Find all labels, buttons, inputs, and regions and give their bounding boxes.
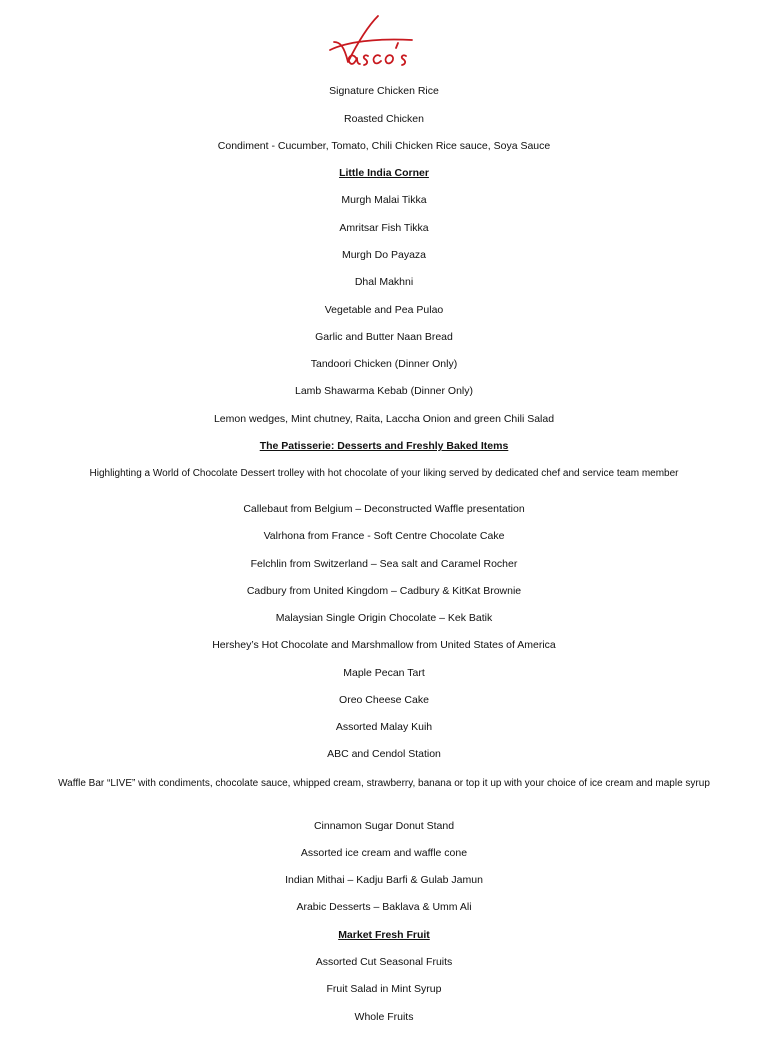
menu-item: Tandoori Chicken (Dinner Only) <box>310 358 458 370</box>
menu-item: Assorted Cut Seasonal Fruits <box>315 956 453 968</box>
menu-item: Malaysian Single Origin Chocolate – Kek Batik <box>275 612 493 624</box>
menu-item: Roasted Chicken <box>344 113 424 125</box>
menu-item: Murgh Malai Tikka <box>341 194 427 206</box>
menu-item: Fruit Salad in Mint Syrup <box>326 983 442 995</box>
menu-item: Indian Mithai – Kadju Barfi & Gulab Jamun <box>285 874 483 886</box>
menu-item: Garlic and Butter Naan Bread <box>315 331 453 343</box>
menu-item: Murgh Do Payaza <box>341 249 427 261</box>
menu-item: Assorted Malay Kuih <box>335 721 433 733</box>
menu-item: Oreo Cheese Cake <box>339 694 429 706</box>
menu-item: Arabic Desserts – Baklava & Umm Ali <box>296 901 472 913</box>
menu-item: Condiment - Cucumber, Tomato, Chili Chicken Rice sauce, Soya Sauce <box>217 140 551 152</box>
menu-item: Vegetable and Pea Pulao <box>324 304 444 316</box>
menu-item: Waffle Bar “LIVE” with condiments, chocolate sauce, whipped cream, strawberry, banana or top it up with your choice of ice cream and maple syrup <box>58 778 710 789</box>
menu-item: Hershey’s Hot Chocolate and Marshmallow from United States of America <box>212 639 556 651</box>
menu-item: Whole Fruits <box>354 1011 414 1023</box>
menu-item: Signature Chicken Rice <box>329 85 439 97</box>
section-heading: Little India Corner <box>339 167 429 179</box>
menu-item: Valrhona from France - Soft Centre Chocolate Cake <box>263 530 505 542</box>
menu-item: Dhal Makhni <box>354 276 414 288</box>
menu-item: Assorted ice cream and waffle cone <box>300 847 468 859</box>
menu-item: Lamb Shawarma Kebab (Dinner Only) <box>295 385 473 397</box>
menu-item: Lemon wedges, Mint chutney, Raita, Laccha Onion and green Chili Salad <box>213 413 555 425</box>
menu-item: Amritsar Fish Tikka <box>339 222 429 234</box>
section-heading: The Patisserie: Desserts and Freshly Baked Items <box>259 440 509 452</box>
section-heading: Market Fresh Fruit <box>338 929 430 941</box>
menu-item: Felchlin from Switzerland – Sea salt and Caramel Rocher <box>250 558 518 570</box>
menu-item: Cinnamon Sugar Donut Stand <box>313 820 455 832</box>
menu-item: Callebaut from Belgium – Deconstructed Waffle presentation <box>243 503 525 515</box>
section-intro: Highlighting a World of Chocolate Dessert trolley with hot chocolate of your liking served by dedicated chef and service team member <box>89 468 679 479</box>
menu-item: Maple Pecan Tart <box>343 667 425 679</box>
menu-item: Cadbury from United Kingdom – Cadbury & KitKat Brownie <box>246 585 522 597</box>
menu-item: ABC and Cendol Station <box>327 748 441 760</box>
